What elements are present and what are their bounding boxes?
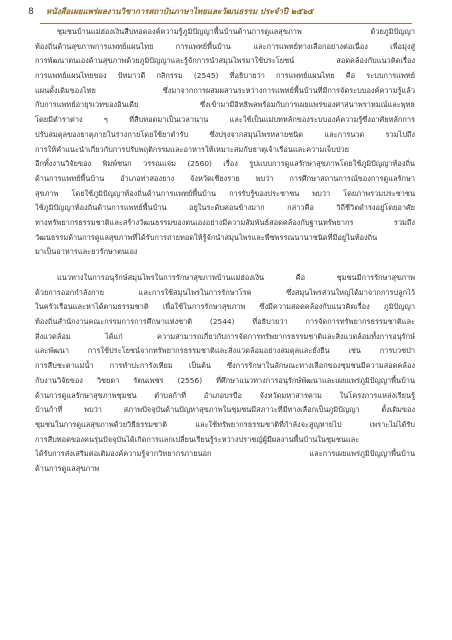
- text-line: ในครัวเรือนและหาได้ตามธรรมชาติ เพื่อใช้ในการรักษาสุขภาพ ซึ่งมีความสอดคล้องกับแนวคิดเรื่อง ภูมิปัญญา: [35, 302, 415, 312]
- body-text: [35, 25, 415, 477]
- text-line: ปรับสมดุลของธาตุภายในร่างกายโดยใช้ยาตำรับ ซึ่งปรุงจากสมุนไพรหลายชนิด และการนวด รวมไปถึง: [35, 129, 415, 139]
- text-line: มาเป็นอาหารและยารักษาตนเอง: [35, 247, 138, 257]
- text-line: ชุมชนบ้านแม่ฮ่องเงินสืบทอดองค์ความรู้ภูมิปัญญาพื้นบ้านด้านการดูแลสุขภาพ ด้วยภูมิปัญญา: [57, 27, 415, 36]
- text-line: ด้วยการออกกำลังกาย และการใช้สมุนไพรในการรักษาโรค ซึ่งสมุนไพรส่วนใหญ่ได้มาจากการปลูกไว้: [35, 287, 415, 297]
- paragraph-1: [35, 25, 415, 260]
- text-line: โดยมีตำราต่าง ๆ ที่สืบทอดมาเป็นเวลานาน และใช้เป็นแม่บทหลักของระบบองค์ความรู้ซึ่งอาศัยหลักการ: [35, 115, 415, 125]
- text-line: ด้านการแพทย์พื้นบ้าน อำเภอท่าสองยาง จังหวัดเชียงราย พบว่า การศึกษาสถานการณ์ของการดูแลรักษา: [35, 173, 415, 183]
- text-line: ได้รับการส่งเสริมต่อเติมองค์ความรู้จากวิทยากรภายนอก และการเผยแพร่ภูมิปัญญาพื้นบ้าน: [35, 449, 415, 459]
- text-line: การให้คำแนะนำเกี่ยวกับการปรับพฤติกรรมและอาหารให้เหมาะสมกับธาตุเจ้าเรือนและความเจ็บป่วย: [35, 144, 349, 154]
- text-line: อีกทั้งงานวิจัยของ พิมพ์ชนก วรรณแจ่ม (2560) เรื่อง รูปแบบการดูแลรักษาสุขภาพโดยใช้ภูมิปัญญาท้องถิ่น: [35, 159, 415, 169]
- text-line: ด้านการดูแลสุขภาพ: [35, 463, 100, 473]
- text-line: ท้องถิ่นด้านสุขภาพการแพทย์แผนไทย การแพทย์พื้นบ้าน และการแพทย์ทางเลือกอย่างต่อเนื่อง เพื่อมุ่งสู่: [35, 41, 415, 51]
- text-line: ทางทรัพยากรธรรมชาติและสร้างวัฒนธรรมของตนเองอย่างมีความสัมพันธ์สอดคล้องกับฐานทรัพยากร รวมถึง: [35, 217, 415, 227]
- text-line: กับงานวิจัยของ วิชยดา รัตนเพชร (2556) ที่ศึกษาแนวทางการอนุรักษ์พัฒนาและเผยแพร่ภูมิปัญญาพื้นบ้าน: [35, 375, 415, 385]
- paragraph-spacer: [35, 260, 415, 271]
- text-line: ใช้ภูมิปัญญาท้องถิ่นด้านการแพทย์พื้นบ้าน อยู่ในระดับค่อนข้างมาก กล่าวคือ วิถีชีวิตดำรงอยู่โดยอาศัย: [35, 203, 415, 213]
- running-head: หนังสือเผยแพร่ผลงานวิชาการสถาบันภาษาไทยและวัฒนธรรม ประจำปี ๒๕๖๕: [46, 7, 314, 16]
- page-number: 8: [28, 7, 34, 17]
- text-line: การสืบทอดของคนรุ่นปัจจุบันได้เกิดการแลกเปลี่ยนเรียนรู้ระหว่างปราชญ์ผู้มีผลงานพื้นบ้านในชุมชนและ: [35, 434, 360, 444]
- text-line: ด้านการดูแลรักษาสุขภาพชุมชน ตำบลก้าที่ อำเภอบรบือ จังหวัดมหาสารคาม ในโครงการแหล่งเรียนรู้: [35, 390, 415, 400]
- text-line: สุขภาพ โดยใช้ภูมิปัญญาท้องถิ่นด้านการแพทย์พื้นบ้าน การรับรู้ของประชาชน พบว่า โดยภาพรวมประชาชน: [35, 188, 415, 198]
- paragraph-2: [35, 271, 415, 477]
- header-divider: [40, 23, 412, 24]
- text-line: กับการแพทย์อายุรเวทของอินเดีย ซึ่งเข้ามามีอิทธิพลพร้อมกับการเผยแพร่ของศาสนาพราหมณ์และพุทธ: [35, 100, 415, 110]
- text-line: และพัฒนา การใช้ประโยชน์จากทรัพยากรธรรมชาติและสิ่งแวดล้อมอย่างสมดุลและยั่งยืน เช่น การบวชป่า: [35, 346, 415, 356]
- text-line: ท้องถิ่นสำนักงานคณะกรรมการการศึกษาแห่งชาติ (2544) ที่อธิบายว่า การจัดการทรัพยากรธรรมชาติและ: [35, 317, 415, 327]
- text-line: ชุมชนในการดูแลสุขภาพด้วยวิธีธรรมชาติ และใช้ทรัพยากรธรรมชาติที่กำลังจะสูญหายไป เพราะไม่ได้รับ: [35, 419, 415, 429]
- text-line: วัฒนธรรมด้านการดูแลสุขภาพที่ได้รับการถ่ายทอดให้รู้จักนำสมุนไพรและพืชพรรณนานาชนิดที่มีอยู่ในท้องถิ่น: [35, 232, 378, 242]
- text-line: แนวทางในการอนุรักษ์สมุนไพรในการรักษาสุขภาพบ้านแม่ฮ่องเงิน คือ ชุมชนมีการรักษาสุขภาพ: [57, 273, 415, 282]
- text-line: สิ่งแวดล้อม ได้แก่ ความสามารถเกี่ยวกับการจัดการทรัพยากรธรรมชาติและสิ่งแวดล้อมทั้งการอนุรักษ์: [35, 331, 415, 341]
- text-line: บ้านก้าที่ พบว่า สภาพปัจจุบันด้านปัญหาสุขภาพในชุมชนมีสภาวะที่มีทางเลือกเป็นภูมิปัญญา ตั้งเดิมของ: [35, 405, 415, 415]
- text-line: การสืบชะตาแม่น้ำ การทำปะการังเทียม เป็นต้น ซึ่งการรักษาในลักษณะทางเลือกของชุมชนมีความสอดคล้อง: [35, 361, 415, 371]
- text-line: แผนดั้งเดิมของไทย ซึ่งมาจากการผสมผสานระหว่างการแพทย์พื้นบ้านที่มีการจัดระบบองค์ความรู้แล้ว: [35, 85, 415, 95]
- text-line: การพัฒนาตนเองด้านสุขภาพด้วยภูมิปัญญาและรู้จักการนำสมุนไพรมาใช้ประโยชน์ สอดคล้องกับแนวคิดเรื่อง: [35, 56, 415, 66]
- text-line: การแพทย์แผนไทยของ ปัทมาวดี กสิกรรม (2545) ที่อธิบายว่า การแพทย์แผนไทย คือ ระบบการแพทย์: [35, 71, 415, 81]
